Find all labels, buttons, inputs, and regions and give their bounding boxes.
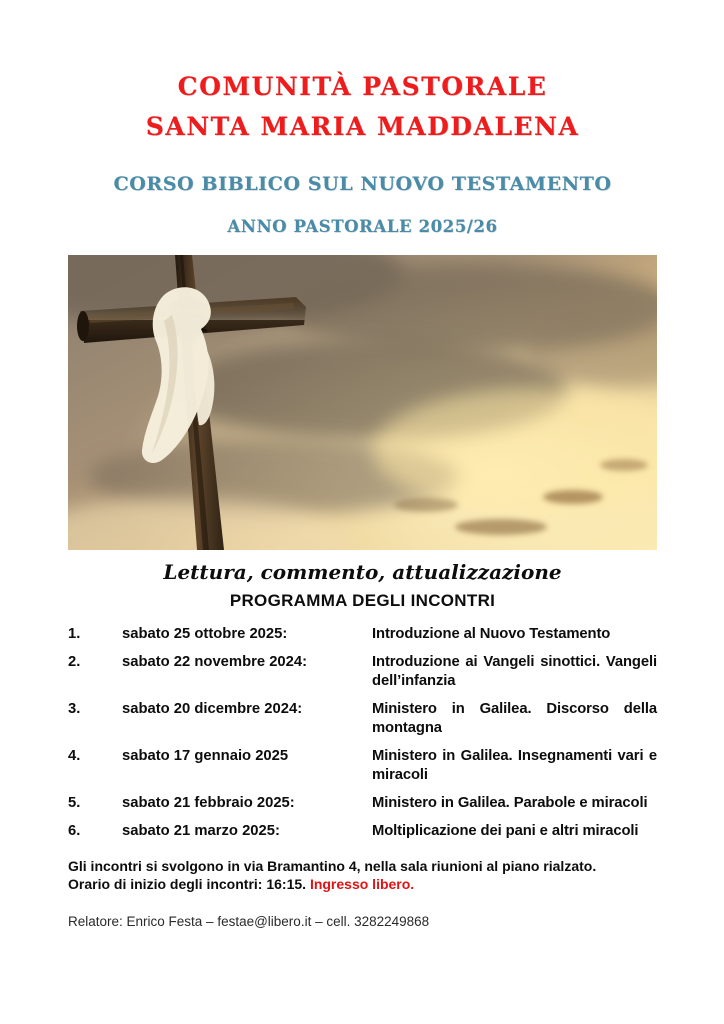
program-item-date: sabato 25 ottobre 2025: xyxy=(122,626,288,642)
program-list xyxy=(68,625,657,841)
program-item-number: 1. xyxy=(68,626,81,642)
program-item-topic: Introduzione ai Vangeli sinottici. Vangeli dell’infanzia xyxy=(372,654,657,689)
program-item-number: 3. xyxy=(68,701,81,717)
community-title-line2: SANTA MARIA MADDALENA xyxy=(145,112,580,141)
community-title-line1: COMUNITÀ PASTORALE xyxy=(177,72,548,101)
program-item-number: 2. xyxy=(68,654,81,670)
program-item-topic: Moltiplicazione dei pani e altri miracoli xyxy=(372,823,639,839)
venue-line1: Gli incontri si svolgono in via Bramantino 4, nella sala riunioni al piano rialzato. xyxy=(68,858,597,874)
program-item-topic: Ministero in Galilea. Parabole e miracoli xyxy=(372,795,648,811)
program-item-date: sabato 21 febbraio 2025: xyxy=(122,795,295,811)
flyer-header xyxy=(68,0,657,237)
venue-info xyxy=(68,858,657,893)
start-time-text: Orario di inizio degli incontri: 16:15. xyxy=(68,875,310,892)
program-item-topic: Ministero in Galilea. Insegnamenti vari e miracoli xyxy=(372,748,657,783)
course-title: CORSO BIBLICO SUL NUOVO TESTAMENTO xyxy=(113,173,612,195)
program-item-date: sabato 21 marzo 2025: xyxy=(122,823,280,839)
cross-sunset-photo xyxy=(68,255,657,550)
pastoral-year-title: ANNO PASTORALE 2025/26 xyxy=(227,217,498,236)
program-item-topic: Ministero in Galilea. Discorso della montagna xyxy=(372,701,657,736)
tagline: Lettura, commento, attualizzazione xyxy=(163,560,562,584)
program-item-number: 6. xyxy=(68,823,81,839)
program-item-number: 5. xyxy=(68,795,81,811)
program-item-date: sabato 20 dicembre 2024: xyxy=(122,701,303,717)
program-item-number: 4. xyxy=(68,748,81,764)
program-heading: PROGRAMMA DEGLI INCONTRI xyxy=(229,591,496,610)
program-item-date: sabato 22 novembre 2024: xyxy=(122,654,308,670)
cross-sunset-illustration xyxy=(68,255,657,550)
program-item-topic: Introduzione al Nuovo Testamento xyxy=(372,626,611,642)
free-entry-text: Ingresso libero. xyxy=(309,875,415,892)
venue-line2 xyxy=(68,876,657,894)
speaker-contact: Relatore: Enrico Festa – festae@libero.it – cell. 3282249868 xyxy=(68,914,430,929)
program-item-date: sabato 17 gennaio 2025 xyxy=(122,748,289,764)
